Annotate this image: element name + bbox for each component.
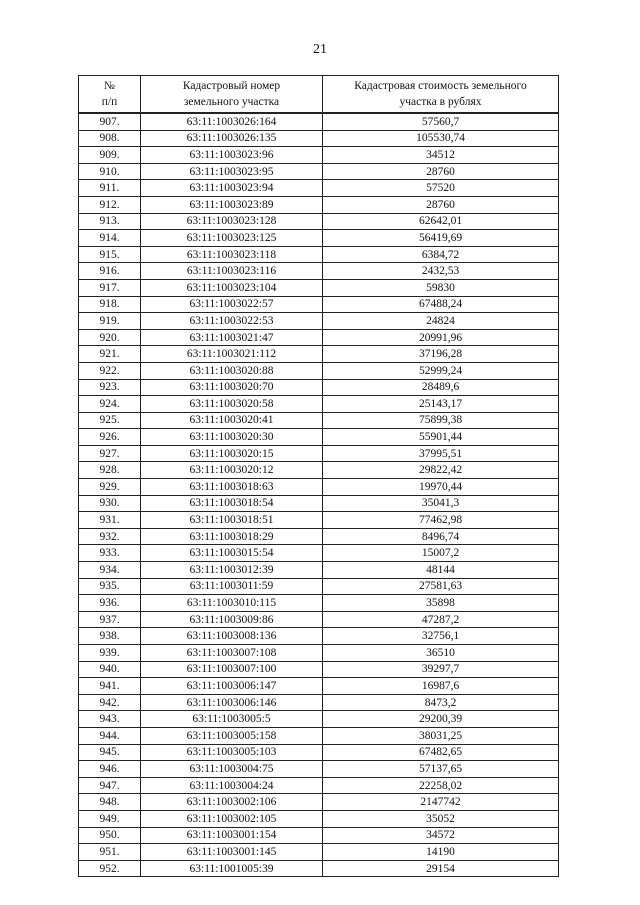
table-row <box>79 711 559 728</box>
row-number-cell: 924. <box>79 396 141 413</box>
table-row <box>79 479 559 496</box>
cadastral-number-cell: 63:11:1003004:24 <box>141 777 323 794</box>
cadastral-number-cell: 63:11:1003018:54 <box>141 495 323 512</box>
cadastral-table <box>78 75 559 877</box>
row-number-cell: 928. <box>79 462 141 479</box>
cadastral-number-cell: 63:11:1003008:136 <box>141 628 323 645</box>
table-row <box>79 396 559 413</box>
table-row <box>79 694 559 711</box>
cadastral-cost-cell: 27581,63 <box>323 578 559 595</box>
header-cadastral-line2: земельного участка <box>183 96 280 108</box>
row-number-cell: 949. <box>79 810 141 827</box>
row-number-cell: 951. <box>79 844 141 861</box>
cadastral-cost-cell: 15007,2 <box>323 545 559 562</box>
table-row <box>79 761 559 778</box>
cadastral-cost-cell: 2432,53 <box>323 263 559 280</box>
row-number-cell: 925. <box>79 412 141 429</box>
table-row <box>79 113 559 130</box>
cadastral-number-cell: 63:11:1003020:70 <box>141 379 323 396</box>
table-row <box>79 844 559 861</box>
row-number-cell: 916. <box>79 263 141 280</box>
cadastral-number-cell: 63:11:1003007:100 <box>141 661 323 678</box>
page-number: 21 <box>313 42 327 57</box>
row-number-cell: 944. <box>79 727 141 744</box>
cadastral-cost-cell: 35041,3 <box>323 495 559 512</box>
table-row <box>79 645 559 662</box>
cadastral-number-cell: 63:11:1003026:135 <box>141 130 323 147</box>
cadastral-number-cell: 63:11:1003022:57 <box>141 296 323 313</box>
table-row <box>79 611 559 628</box>
cadastral-cost-cell: 16987,6 <box>323 678 559 695</box>
cadastral-cost-cell: 2147742 <box>323 794 559 811</box>
row-number-cell: 930. <box>79 495 141 512</box>
cadastral-number-cell: 63:11:1003012:39 <box>141 562 323 579</box>
cadastral-number-cell: 63:11:1003020:30 <box>141 429 323 446</box>
cadastral-number-cell: 63:11:1003002:106 <box>141 794 323 811</box>
row-number-cell: 929. <box>79 479 141 496</box>
cadastral-number-cell: 63:11:1003018:51 <box>141 512 323 529</box>
cadastral-number-cell: 63:11:1003009:86 <box>141 611 323 628</box>
table-body <box>79 113 559 877</box>
cadastral-cost-cell: 57137,65 <box>323 761 559 778</box>
cadastral-number-cell: 63:11:1003023:89 <box>141 196 323 213</box>
row-number-cell: 939. <box>79 645 141 662</box>
cadastral-number-cell: 63:11:1003020:88 <box>141 362 323 379</box>
cadastral-cost-cell: 28760 <box>323 196 559 213</box>
row-number-cell: 921. <box>79 346 141 363</box>
table-row <box>79 744 559 761</box>
row-number-cell: 919. <box>79 313 141 330</box>
cadastral-number-cell: 63:11:1003010:115 <box>141 595 323 612</box>
table-row <box>79 661 559 678</box>
cadastral-number-cell: 63:11:1003007:108 <box>141 645 323 662</box>
table-row <box>79 163 559 180</box>
cadastral-number-cell: 63:11:1003001:154 <box>141 827 323 844</box>
row-number-cell: 935. <box>79 578 141 595</box>
cadastral-number-cell: 63:11:1003004:75 <box>141 761 323 778</box>
row-number-cell: 908. <box>79 130 141 147</box>
row-number-cell: 950. <box>79 827 141 844</box>
cadastral-cost-cell: 19970,44 <box>323 479 559 496</box>
cadastral-number-cell: 63:11:1003006:146 <box>141 694 323 711</box>
cadastral-number-cell: 63:11:1003023:104 <box>141 279 323 296</box>
row-number-cell: 933. <box>79 545 141 562</box>
row-number-cell: 927. <box>79 445 141 462</box>
row-number-cell: 946. <box>79 761 141 778</box>
table-row <box>79 412 559 429</box>
cadastral-cost-cell: 28760 <box>323 163 559 180</box>
table-row <box>79 246 559 263</box>
cadastral-cost-cell: 6384,72 <box>323 246 559 263</box>
table-row <box>79 528 559 545</box>
table-row <box>79 130 559 147</box>
cadastral-cost-cell: 75899,38 <box>323 412 559 429</box>
cadastral-number-cell: 63:11:1003018:63 <box>141 479 323 496</box>
row-number-cell: 911. <box>79 180 141 197</box>
row-number-cell: 922. <box>79 362 141 379</box>
table-row <box>79 678 559 695</box>
table-row <box>79 810 559 827</box>
cadastral-cost-cell: 29154 <box>323 860 559 877</box>
table-row <box>79 727 559 744</box>
table-row <box>79 860 559 877</box>
header-num <box>79 76 141 114</box>
cadastral-cost-cell: 20991,96 <box>323 329 559 346</box>
table-row <box>79 196 559 213</box>
cadastral-cost-cell: 48144 <box>323 562 559 579</box>
cadastral-cost-cell: 8473,2 <box>323 694 559 711</box>
cadastral-number-cell: 63:11:1003023:95 <box>141 163 323 180</box>
cadastral-number-cell: 63:11:1003023:96 <box>141 147 323 164</box>
cadastral-cost-cell: 77462,98 <box>323 512 559 529</box>
cadastral-number-cell: 63:11:1003015:54 <box>141 545 323 562</box>
cadastral-cost-cell: 67488,24 <box>323 296 559 313</box>
table-row <box>79 512 559 529</box>
table-row <box>79 578 559 595</box>
cadastral-cost-cell: 57520 <box>323 180 559 197</box>
table-row <box>79 562 559 579</box>
cadastral-cost-cell: 39297,7 <box>323 661 559 678</box>
row-number-cell: 909. <box>79 147 141 164</box>
table-row <box>79 827 559 844</box>
cadastral-number-cell: 63:11:1003022:53 <box>141 313 323 330</box>
table-row <box>79 263 559 280</box>
row-number-cell: 940. <box>79 661 141 678</box>
row-number-cell: 936. <box>79 595 141 612</box>
cadastral-number-cell: 63:11:1001005:39 <box>141 860 323 877</box>
row-number-cell: 912. <box>79 196 141 213</box>
cadastral-cost-cell: 56419,69 <box>323 230 559 247</box>
table-row <box>79 595 559 612</box>
table-row <box>79 279 559 296</box>
header-num-line1: № <box>104 80 115 92</box>
table-row <box>79 296 559 313</box>
cadastral-cost-cell: 67482,65 <box>323 744 559 761</box>
header-cadastral-number <box>141 76 323 114</box>
table-row <box>79 777 559 794</box>
row-number-cell: 948. <box>79 794 141 811</box>
cadastral-number-cell: 63:11:1003002:105 <box>141 810 323 827</box>
cadastral-cost-cell: 57560,7 <box>323 113 559 130</box>
cadastral-cost-cell: 32756,1 <box>323 628 559 645</box>
cadastral-cost-cell: 35898 <box>323 595 559 612</box>
row-number-cell: 920. <box>79 329 141 346</box>
row-number-cell: 937. <box>79 611 141 628</box>
row-number-cell: 952. <box>79 860 141 877</box>
cadastral-cost-cell: 34512 <box>323 147 559 164</box>
row-number-cell: 938. <box>79 628 141 645</box>
cadastral-number-cell: 63:11:1003021:112 <box>141 346 323 363</box>
cadastral-cost-cell: 47287,2 <box>323 611 559 628</box>
cadastral-number-cell: 63:11:1003023:118 <box>141 246 323 263</box>
table-row <box>79 545 559 562</box>
cadastral-cost-cell: 22258,02 <box>323 777 559 794</box>
table-row <box>79 213 559 230</box>
header-cadastral-line1: Кадастровый номер <box>182 80 281 92</box>
cadastral-cost-cell: 52999,24 <box>323 362 559 379</box>
cadastral-cost-cell: 37196,28 <box>323 346 559 363</box>
row-number-cell: 910. <box>79 163 141 180</box>
cadastral-cost-cell: 34572 <box>323 827 559 844</box>
row-number-cell: 945. <box>79 744 141 761</box>
cadastral-number-cell: 63:11:1003005:5 <box>141 711 323 728</box>
cadastral-number-cell: 63:11:1003005:158 <box>141 727 323 744</box>
cadastral-cost-cell: 29822,42 <box>323 462 559 479</box>
table-row <box>79 346 559 363</box>
cadastral-number-cell: 63:11:1003020:15 <box>141 445 323 462</box>
row-number-cell: 934. <box>79 562 141 579</box>
cadastral-cost-cell: 24824 <box>323 313 559 330</box>
cadastral-cost-cell: 28489,6 <box>323 379 559 396</box>
cadastral-cost-cell: 55901,44 <box>323 429 559 446</box>
row-number-cell: 914. <box>79 230 141 247</box>
cadastral-cost-cell: 8496,74 <box>323 528 559 545</box>
row-number-cell: 941. <box>79 678 141 695</box>
cadastral-number-cell: 63:11:1003011:59 <box>141 578 323 595</box>
cadastral-number-cell: 63:11:1003001:145 <box>141 844 323 861</box>
cadastral-cost-cell: 35052 <box>323 810 559 827</box>
cadastral-number-cell: 63:11:1003020:58 <box>141 396 323 413</box>
row-number-cell: 917. <box>79 279 141 296</box>
cadastral-number-cell: 63:11:1003026:164 <box>141 113 323 130</box>
header-cost-line1: Кадастровая стоимость земельного <box>354 80 527 92</box>
row-number-cell: 913. <box>79 213 141 230</box>
header-num-line2: п/п <box>101 96 118 108</box>
cadastral-number-cell: 63:11:1003023:94 <box>141 180 323 197</box>
cadastral-number-cell: 63:11:1003018:29 <box>141 528 323 545</box>
table-row <box>79 445 559 462</box>
cadastral-cost-cell: 37995,51 <box>323 445 559 462</box>
row-number-cell: 915. <box>79 246 141 263</box>
header-row <box>79 76 559 114</box>
row-number-cell: 932. <box>79 528 141 545</box>
cadastral-number-cell: 63:11:1003020:41 <box>141 412 323 429</box>
cadastral-number-cell: 63:11:1003021:47 <box>141 329 323 346</box>
table-row <box>79 379 559 396</box>
table-row <box>79 230 559 247</box>
row-number-cell: 942. <box>79 694 141 711</box>
cadastral-cost-cell: 14190 <box>323 844 559 861</box>
table-row <box>79 147 559 164</box>
row-number-cell: 931. <box>79 512 141 529</box>
cadastral-number-cell: 63:11:1003023:128 <box>141 213 323 230</box>
cadastral-cost-cell: 36510 <box>323 645 559 662</box>
table-row <box>79 329 559 346</box>
table-row <box>79 313 559 330</box>
row-number-cell: 947. <box>79 777 141 794</box>
table-row <box>79 794 559 811</box>
cadastral-number-cell: 63:11:1003006:147 <box>141 678 323 695</box>
cadastral-number-cell: 63:11:1003023:125 <box>141 230 323 247</box>
header-cost-line2: участка в рублях <box>399 96 482 108</box>
row-number-cell: 926. <box>79 429 141 446</box>
table-row <box>79 362 559 379</box>
row-number-cell: 907. <box>79 113 141 130</box>
row-number-cell: 943. <box>79 711 141 728</box>
table-header <box>79 76 559 114</box>
cadastral-cost-cell: 29200,39 <box>323 711 559 728</box>
row-number-cell: 923. <box>79 379 141 396</box>
cadastral-cost-cell: 25143,17 <box>323 396 559 413</box>
table-row <box>79 429 559 446</box>
table-row <box>79 462 559 479</box>
table-row <box>79 628 559 645</box>
cadastral-number-cell: 63:11:1003020:12 <box>141 462 323 479</box>
cadastral-cost-cell: 38031,25 <box>323 727 559 744</box>
cadastral-cost-cell: 105530,74 <box>323 130 559 147</box>
cadastral-cost-cell: 59830 <box>323 279 559 296</box>
table-row <box>79 495 559 512</box>
row-number-cell: 918. <box>79 296 141 313</box>
cadastral-number-cell: 63:11:1003023:116 <box>141 263 323 280</box>
table-row <box>79 180 559 197</box>
cadastral-number-cell: 63:11:1003005:103 <box>141 744 323 761</box>
header-cadastral-cost <box>323 76 559 114</box>
cadastral-cost-cell: 62642,01 <box>323 213 559 230</box>
